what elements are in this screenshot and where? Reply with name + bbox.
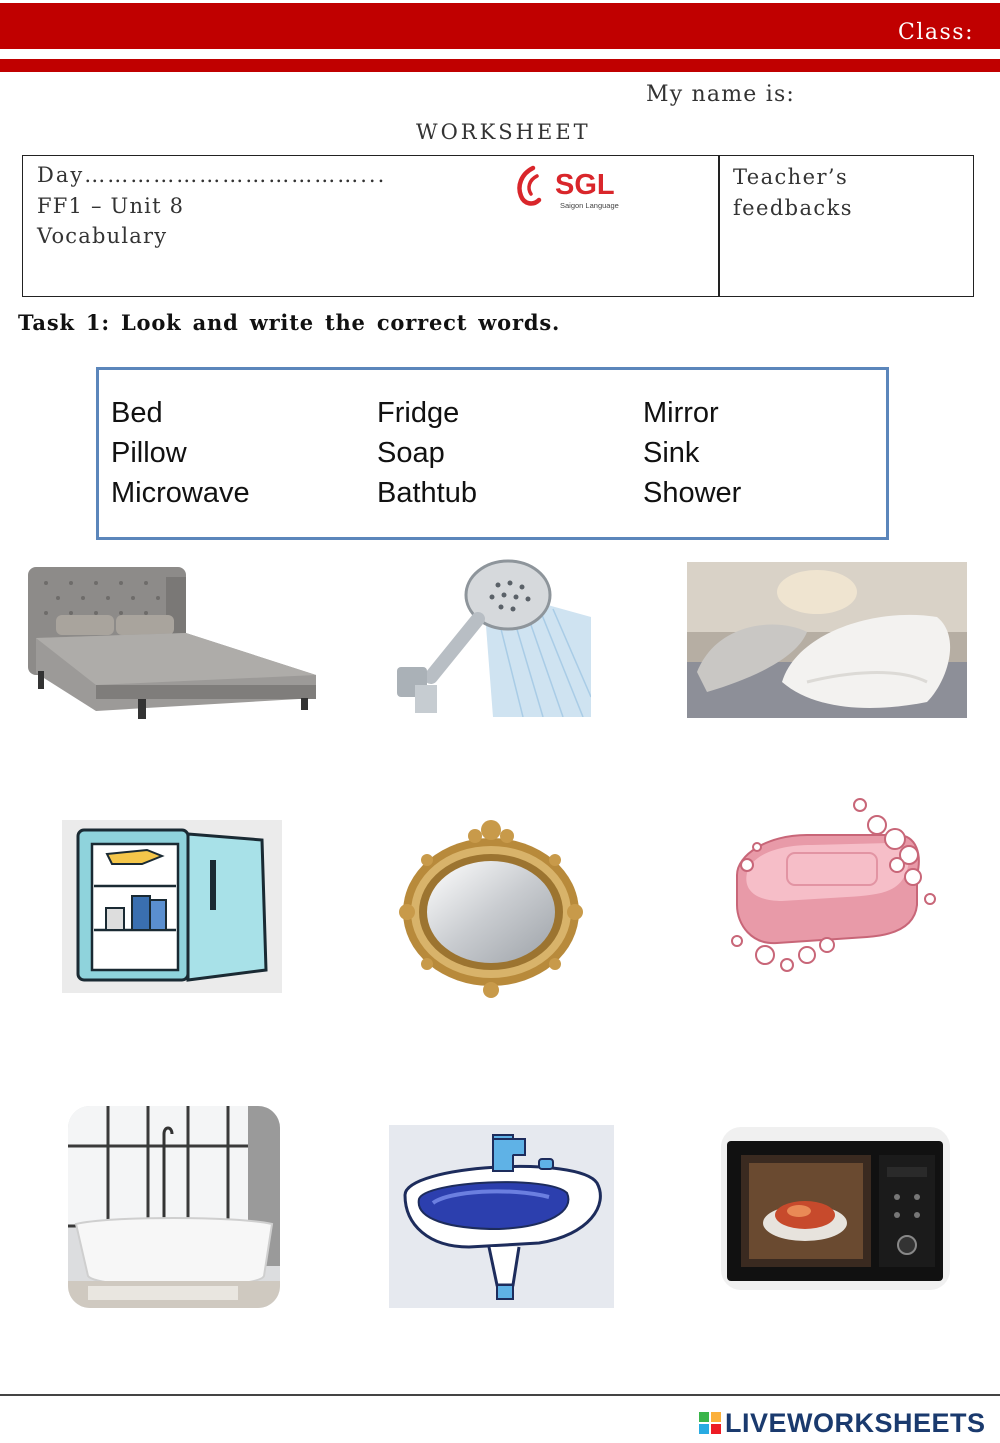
shower-picture xyxy=(393,557,591,717)
word-microwave: Microwave xyxy=(111,477,250,509)
logo-subtext: Saigon Language xyxy=(560,201,619,210)
bathtub-picture xyxy=(68,1106,280,1308)
day-line: Day………………………………... xyxy=(37,163,387,187)
word-fridge: Fridge xyxy=(377,397,460,429)
word-bank xyxy=(96,367,889,540)
unit-line: FF1 – Unit 8 xyxy=(37,194,185,218)
header-red-bar xyxy=(0,3,1000,49)
teacher-feedback-label: Teacher’s feedbacks xyxy=(733,165,853,220)
liveworksheets-icon xyxy=(698,1411,722,1435)
footer-divider xyxy=(0,1394,1000,1396)
word-sink: Sink xyxy=(643,437,700,469)
my-name-label: My name is: xyxy=(646,82,796,107)
sgl-logo xyxy=(515,164,625,212)
liveworksheets-logo[interactable] xyxy=(698,1408,986,1438)
pillow-picture xyxy=(687,562,967,718)
sink-picture xyxy=(389,1125,614,1308)
word-mirror: Mirror xyxy=(643,397,719,429)
word-shower: Shower xyxy=(643,477,742,509)
logo-text: SGL xyxy=(555,169,615,201)
worksheet-title: WORKSHEET xyxy=(416,120,591,144)
word-bed: Bed xyxy=(111,397,163,429)
bed-picture xyxy=(26,563,318,723)
header-red-line xyxy=(0,59,1000,72)
header-table-divider xyxy=(718,155,720,297)
word-pillow: Pillow xyxy=(111,437,187,469)
liveworksheets-brand: LIVEWORKSHEETS xyxy=(725,1407,986,1438)
vocabulary-line: Vocabulary xyxy=(37,224,168,248)
word-bathtub: Bathtub xyxy=(377,477,477,509)
fridge-picture xyxy=(62,820,282,993)
class-label: Class: xyxy=(898,20,974,45)
mirror-picture xyxy=(397,820,585,998)
task-instruction: Task 1: Look and write the correct words. xyxy=(18,310,561,335)
microwave-picture xyxy=(721,1127,950,1290)
soap-picture xyxy=(727,795,937,975)
word-soap: Soap xyxy=(377,437,445,469)
